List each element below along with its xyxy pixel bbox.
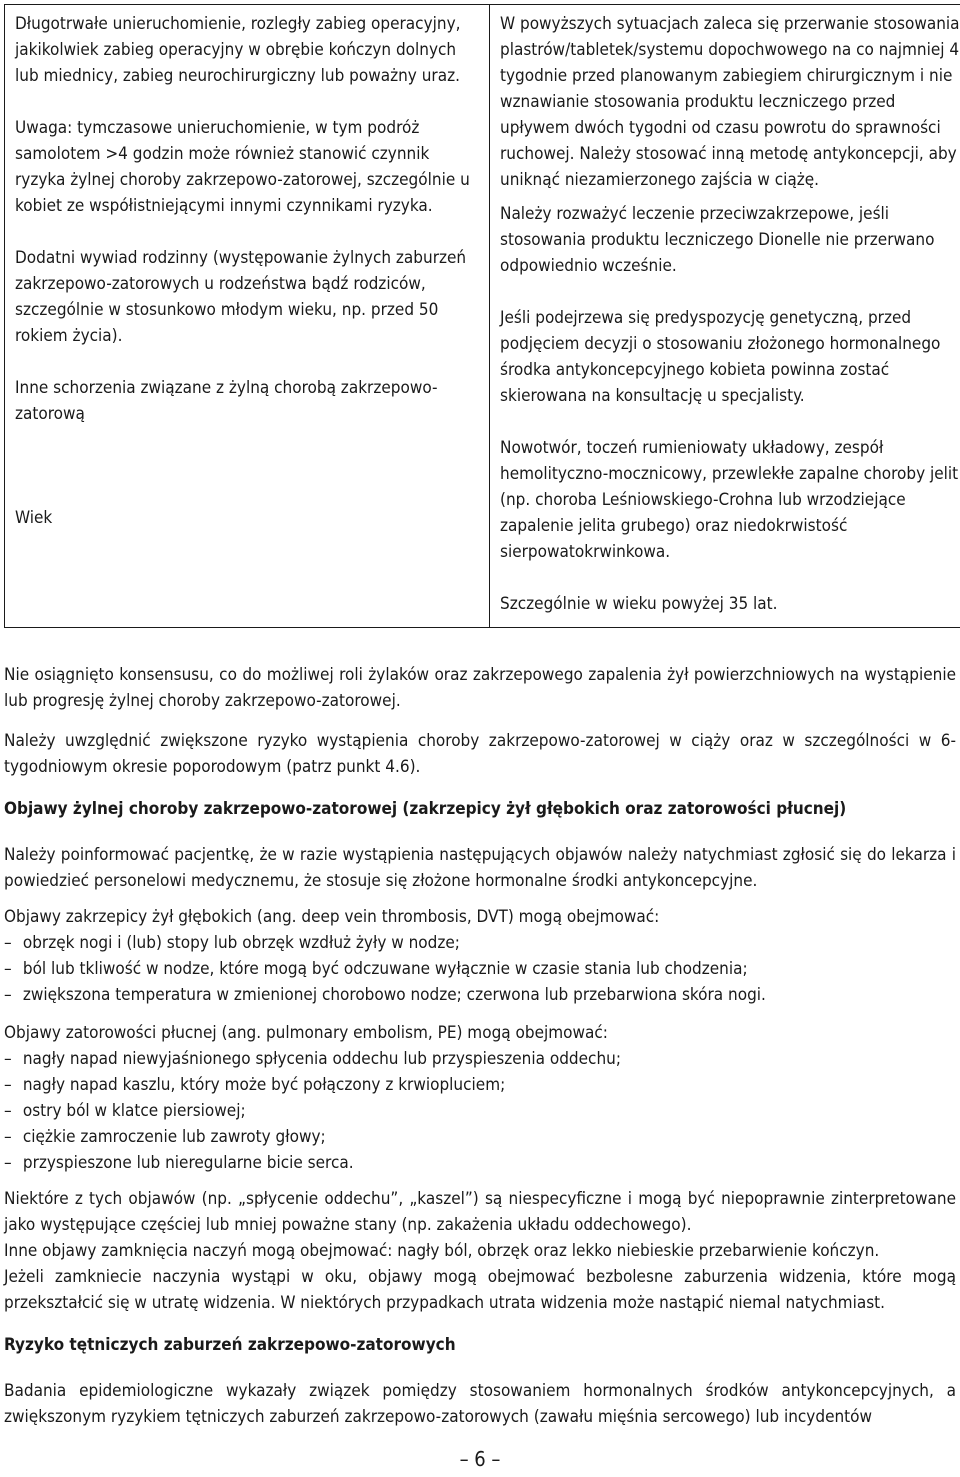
list-item: – ciężkie zamroczenie lub zawroty głowy; [4, 1127, 326, 1147]
list-item: – zwiększona temperatura w zmienionej chorobowo nodze; czerwona lub przebarwiona skóra nogi. [4, 985, 766, 1005]
list-item: – przyspieszone lub nieregularne bicie serca. [4, 1153, 354, 1173]
risk-factor-table [4, 4, 960, 628]
comment-immobilization: W powyższych sytuacjach zaleca się przerwanie stosowania plastrów/tabletek/systemu dopochwowego na co najmniej 4 tygodnie przed planowanym zabiegiem chirurgicznym i nie wznawianie stosowania produktu leczniczego przed upływem dwóch tygodni od czasu powrotu do sprawności ruchowej. Należy stosować inną metodę antykoncepcji, aby uniknąć niezamierzonego zajścia w ciążę. [500, 14, 960, 190]
risk-factor-immobilization: Długotrwałe unieruchomienie, rozległy zabieg operacyjny, jakikolwiek zabieg operacyjny w obrębie kończyn dolnych lub miednicy, zabieg neurochirurgiczny lub poważny uraz. [15, 14, 461, 86]
page-number: – 6 – [459, 1447, 501, 1471]
list-item: – ból lub tkliwość w nodze, które mogą być odczuwane wyłącznie w czasie stania lub chodzenia; [4, 959, 748, 979]
comment-age: Szczególnie w wieku powyżej 35 lat. [500, 594, 778, 614]
heading-arterial-risk: Ryzyko tętniczych zaburzeń zakrzepowo-zatorowych [4, 1335, 456, 1355]
paragraph-pregnancy: Należy uwzględnić zwiększone ryzyko wystąpienia choroby zakrzepowo-zatorowej w ciąży oraz w szczególności w 6-tygodniowym okresie poporodowym (patrz punkt 4.6). [4, 731, 956, 777]
dvt-symptoms-block [4, 904, 956, 1008]
pe-intro: Objawy zatorowości płucnej (ang. pulmonary embolism, PE) mogą obejmować: [4, 1023, 608, 1043]
table-cell-risk-factors [5, 5, 490, 628]
list-item: – nagły napad kaszlu, który może być połączony z krwiopluciem; [4, 1075, 506, 1095]
paragraph-eye-occlusion: Jeżeli zamkniecie naczynia wystąpi w oku, objawy mogą obejmować bezbolesne zaburzenia widzenia, które mogą przekształcić się w utratę widzenia. W niektórych przypadkach utrata widzenia może nastąpić niemal natychmiast. [4, 1267, 956, 1313]
comment-family-history: Jeśli podejrzewa się predyspozycję genetyczną, przed podjęciem decyzji o stosowaniu złożonego hormonalnego środka antykoncepcyjnego kobieta powinna zostać skierowana na konsultację u specjalisty. [500, 308, 941, 406]
risk-factor-note: Uwaga: tymczasowe unieruchomienie, w tym podróż samolotem >4 godzin może również stanowić czynnik ryzyka żylnej choroby zakrzepowo-zatorowej, szczególnie u kobiet ze współistniejącymi innymi czynnikami ryzyka. [15, 118, 470, 216]
risk-factor-family-history: Dodatni wywiad rodzinny (występowanie żylnych zaburzeń zakrzepowo-zatorowych u rodzeństwa bądź rodziców, szczególnie w stosunkowo młodym wieku, np. przed 50 rokiem życia). [15, 248, 467, 346]
comment-other-conditions: Nowotwór, toczeń rumieniowaty układowy, zespół hemolityczno-mocznicowy, przewlekłe zapalne choroby jelit (np. choroba Leśniowskiego-Crohna lub wrzodziejące zapalenie jelita grubego) oraz niedokrwistość sierpowatokrwinkowa. [500, 438, 959, 562]
paragraph-varicose: Nie osiągnięto konsensusu, co do możliwej roli żylaków oraz zakrzepowego zapalenia żył powierzchniowych na wystąpienie lub progresję żylnej choroby zakrzepowo-zatorowej. [4, 665, 956, 711]
dvt-intro: Objawy zakrzepicy żył głębokich (ang. deep vein thrombosis, DVT) mogą obejmować: [4, 907, 660, 927]
list-item: – obrzęk nogi i (lub) stopy lub obrzęk wzdłuż żyły w nodze; [4, 933, 460, 953]
list-item: – ostry ból w klatce piersiowej; [4, 1101, 246, 1121]
list-item: – nagły napad niewyjaśnionego spłycenia oddechu lub przyspieszenia oddechu; [4, 1049, 622, 1069]
paragraph-inform-patient: Należy poinformować pacjentkę, że w razie wystąpienia następujących objawów należy natychmiast zgłosić się do lekarza i powiedzieć personelowi medycznemu, że stosuje się złożone hormonalne środki antykoncepcyjne. [4, 845, 956, 891]
risk-factor-other-conditions: Inne schorzenia związane z żylną chorobą zakrzepowo-zatorową [15, 378, 438, 424]
table-cell-comments [490, 5, 960, 628]
paragraph-other-occlusion: Inne objawy zamknięcia naczyń mogą obejmować: nagły ból, obrzęk oraz lekko niebieskie przebarwienie kończyn. [4, 1241, 880, 1261]
comment-anticoagulation: Należy rozważyć leczenie przeciwzakrzepowe, jeśli stosowania produktu leczniczego Dionelle nie przerwano odpowiednio wcześnie. [500, 204, 935, 276]
pe-symptoms-block [4, 1020, 956, 1176]
paragraph-nonspecific: Niektóre z tych objawów (np. „spłycenie oddechu”, „kaszel”) są niespecyficzne i mogą być niepoprawnie zinterpretowane jako występujące częściej lub mniej poważne stany (np. zakażenia układu oddechowego). [4, 1189, 956, 1235]
paragraph-epidemiology: Badania epidemiologiczne wykazały związek pomiędzy stosowaniem hormonalnych środków antykoncepcyjnych, a zwiększonym ryzykiem tętniczych zaburzeń zakrzepowo-zatorowych (zawału mięśnia sercowego) lub incydentów [4, 1381, 956, 1427]
table-row [5, 5, 960, 628]
risk-factor-age: Wiek [15, 508, 53, 528]
heading-vte-symptoms: Objawy żylnej choroby zakrzepowo-zatorowej (zakrzepicy żył głębokich oraz zatorowości płucnej) [4, 799, 847, 819]
